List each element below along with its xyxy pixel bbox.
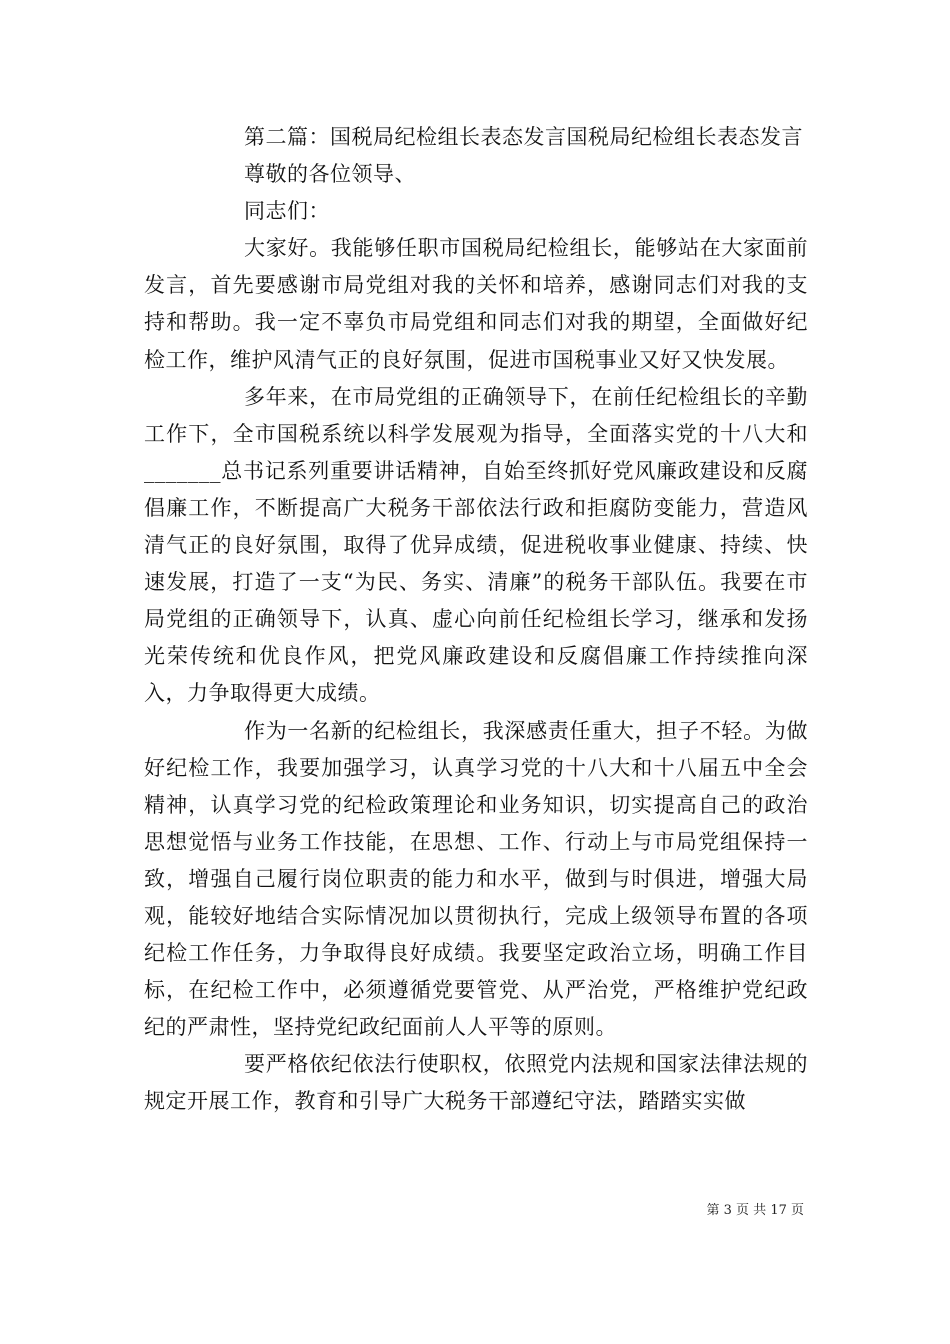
page-number: 第 3 页 共 17 页 (706, 1203, 804, 1218)
paragraph-responsibility: 作为一名新的纪检组长，我深感责任重大，担子不轻。为做好纪检工作，我要加强学习，认真学习党的十八大和十八届五中全会精神，认真学习党的纪检政策理论和业务知识，切实提高自己的政治思想觉悟与业务工作技能，在思想、工作、行动上与市局党组保持一致，增强自己履行岗位职责的能力和水平，做到与时俱进，增强大局观，能较好地结合实际情况加以贯彻执行，完成上级领导布置的各项纪检工作任务，力争取得良好成绩。我要坚定政治立场，明确工作目标，在纪检工作中，必须遵循党要管党、从严治党，严格维护党纪政纪的严肃性，坚持党纪政纪面前人人平等的原则。 (144, 718, 808, 1040)
document-title: 第二篇：国税局纪检组长表态发言国税局纪检组长表态发言 (244, 125, 803, 149)
paragraph-achievements: 多年来，在市局党组的正确领导下，在前任纪检组长的辛勤工作下，全市国税系统以科学发展观为指导，全面落实党的十八大和_______总书记系列重要讲话精神，自始至终抓好党风廉政建设和反腐倡廉工作，不断提高广大税务干部依法行政和拒腐防变能力，营造风清气正的良好氛围，取得了优异成绩，促进税收事业健康、持续、快速发展，打造了一支“为民、务实、清廉”的税务干部队伍。我要在市局党组的正确领导下，认真、虚心向前任纪检组长学习，继承和发扬光荣传统和优良作风，把党风廉政建设和反腐倡廉工作持续推向深入，力争取得更大成绩。 (144, 384, 808, 706)
salutation-line-1: 尊敬的各位领导、 (244, 162, 416, 187)
paragraph-law-enforcement: 要严格依纪依法行使职权，依照党内法规和国家法律法规的规定开展工作，教育和引导广大税务干部遵纪守法，踏踏实实做 (144, 1052, 808, 1114)
paragraph-greeting: 大家好。我能够任职市国税局纪检组长，能够站在大家面前发言，首先要感谢市局党组对我的关怀和培养，感谢同志们对我的支持和帮助。我一定不辜负市局党组和同志们对我的期望，全面做好纪检工作，维护风清气正的良好氛围，促进市国税事业又好又快发展。 (144, 236, 808, 372)
salutation-line-2: 同志们： (244, 199, 330, 224)
document-body (144, 119, 808, 1121)
